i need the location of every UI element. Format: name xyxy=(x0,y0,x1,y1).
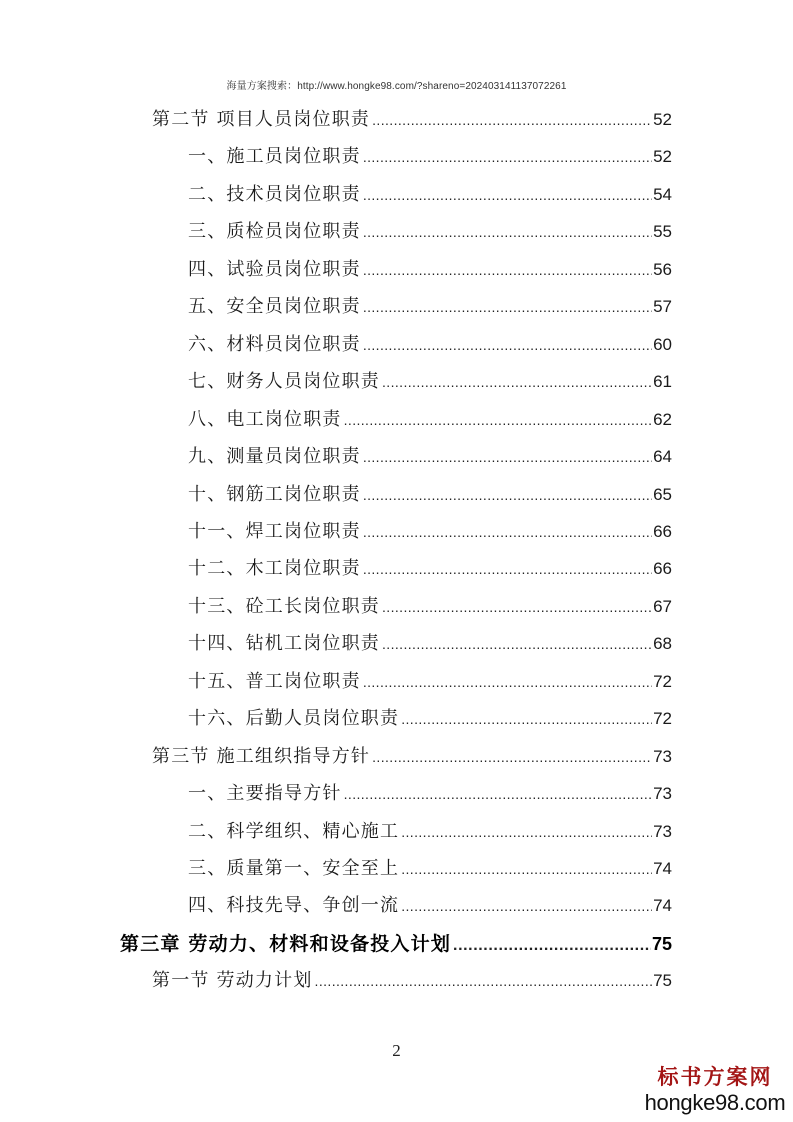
toc-entry-label: 第二节 项目人员岗位职责 xyxy=(152,109,371,130)
toc-dot-leader xyxy=(363,520,652,544)
toc-dot-leader xyxy=(363,333,652,357)
toc-entry-page-number: 74 xyxy=(653,896,672,916)
toc-entry-section[interactable] xyxy=(152,969,672,993)
header-search-url: 海量方案搜索：http://www.hongke98.com/?shareno=20240314113707226​1 xyxy=(226,81,567,92)
toc-entry-label: 一、主要指导方针 xyxy=(188,783,342,805)
toc-dot-leader xyxy=(363,670,652,694)
toc-entry-page-number: 54 xyxy=(653,184,672,204)
toc-entry-page-number: 64 xyxy=(653,447,672,467)
toc-entry-item[interactable] xyxy=(188,258,672,282)
toc-dot-leader xyxy=(344,782,652,806)
toc-entry-page-number: 56 xyxy=(653,259,672,279)
toc-entry-page-number: 73 xyxy=(653,746,672,766)
toc-entry-page-number: 60 xyxy=(653,334,672,354)
toc-dot-leader xyxy=(453,934,651,958)
toc-dot-leader xyxy=(363,258,652,282)
toc-dot-leader xyxy=(401,820,652,844)
toc-entry-item[interactable] xyxy=(188,595,672,619)
toc-dot-leader xyxy=(363,295,652,319)
toc-entry-item[interactable] xyxy=(188,857,672,881)
toc-entry-item[interactable] xyxy=(188,408,672,432)
toc-entry-item[interactable] xyxy=(188,782,672,806)
toc-entry-item[interactable] xyxy=(188,557,672,581)
toc-dot-leader xyxy=(363,220,652,244)
toc-entry-item[interactable] xyxy=(188,632,672,656)
toc-entry-item[interactable] xyxy=(188,483,672,507)
toc-entry-label: 十三、砼工长岗位职责 xyxy=(188,595,380,617)
toc-entry-page-number: 52 xyxy=(653,147,672,167)
toc-dot-leader xyxy=(363,557,652,581)
toc-entry-label: 第一节 劳动力计划 xyxy=(152,970,313,992)
toc-entry-item[interactable] xyxy=(188,220,672,244)
toc-entry-item[interactable] xyxy=(188,445,672,469)
toc-entry-chapter[interactable] xyxy=(120,932,672,956)
toc-dot-leader xyxy=(372,745,652,769)
toc-dot-leader xyxy=(363,445,652,469)
toc-entry-label: 第三节 施工组织指导方针 xyxy=(152,745,371,767)
toc-entry-item[interactable] xyxy=(188,670,672,694)
toc-entry-label: 五、安全员岗位职责 xyxy=(188,296,361,318)
toc-dot-leader xyxy=(382,370,652,394)
toc-entry-page-number: 72 xyxy=(653,709,672,729)
toc-entry-page-number: 68 xyxy=(653,634,672,654)
toc-entry-label: 十、钢筋工岗位职责 xyxy=(188,483,361,505)
toc-entry-item[interactable] xyxy=(188,707,672,731)
toc-entry-label: 十一、焊工岗位职责 xyxy=(188,520,361,542)
toc-entry-label: 三、质检员岗位职责 xyxy=(188,221,361,243)
toc-dot-leader xyxy=(382,595,652,619)
toc-entry-page-number: 62 xyxy=(653,409,672,429)
toc-entry-section[interactable] xyxy=(152,108,672,132)
toc-entry-label: 八、电工岗位职责 xyxy=(188,408,342,430)
toc-entry-item[interactable] xyxy=(188,520,672,544)
toc-entry-page-number: 75 xyxy=(651,933,672,954)
toc-entry-item[interactable] xyxy=(188,894,672,918)
watermark-title: 标书方案网 xyxy=(657,1064,773,1089)
toc-entry-page-number: 52 xyxy=(653,110,672,129)
toc-entry-page-number: 73 xyxy=(653,784,672,804)
toc-entry-item[interactable] xyxy=(188,145,672,169)
toc-dot-leader xyxy=(363,145,652,169)
toc-dot-leader xyxy=(344,408,652,432)
watermark-domain: hongke98.com xyxy=(644,1090,786,1115)
toc-entry-label: 十四、钻机工岗位职责 xyxy=(188,633,380,655)
toc-entry-label: 第三章 劳动力、材料和设备投入计划 xyxy=(120,932,452,955)
toc-entry-page-number: 55 xyxy=(653,222,672,242)
toc-entry-page-number: 73 xyxy=(653,821,672,841)
toc-entry-page-number: 66 xyxy=(653,521,672,541)
toc-entry-label: 三、质量第一、安全至上 xyxy=(188,858,400,879)
toc-entry-page-number: 67 xyxy=(653,596,672,616)
toc-dot-leader xyxy=(382,632,652,656)
toc-entry-page-number: 74 xyxy=(653,859,672,878)
toc-entry-item[interactable] xyxy=(188,295,672,319)
toc-dot-leader xyxy=(363,183,652,207)
toc-entry-page-number: 65 xyxy=(653,484,672,504)
toc-entry-label: 一、施工员岗位职责 xyxy=(188,146,361,168)
toc-entry-page-number: 61 xyxy=(653,372,672,392)
toc-dot-leader xyxy=(401,857,652,881)
toc-entry-label: 六、材料员岗位职责 xyxy=(188,333,361,355)
toc-dot-leader xyxy=(401,707,652,731)
toc-entry-page-number: 75 xyxy=(653,971,672,991)
toc-entry-label: 九、测量员岗位职责 xyxy=(188,446,361,468)
toc-dot-leader xyxy=(401,894,652,918)
toc-entry-page-number: 72 xyxy=(653,671,672,691)
toc-entry-item[interactable] xyxy=(188,333,672,357)
toc-dot-leader xyxy=(315,969,653,993)
toc-entry-page-number: 57 xyxy=(653,297,672,317)
toc-entry-item[interactable] xyxy=(188,370,672,394)
toc-entry-label: 七、财务人员岗位职责 xyxy=(188,371,380,393)
toc-dot-leader xyxy=(363,483,652,507)
toc-dot-leader xyxy=(372,108,652,132)
toc-entry-label: 四、科技先导、争创一流 xyxy=(188,895,400,917)
toc-entry-label: 十五、普工岗位职责 xyxy=(188,670,361,692)
page-number: 2 xyxy=(392,1041,401,1060)
toc-entry-label: 十六、后勤人员岗位职责 xyxy=(188,708,400,730)
toc-entry-label: 二、科学组织、精心施工 xyxy=(188,820,400,842)
toc-entry-label: 四、试验员岗位职责 xyxy=(188,258,361,280)
toc-entry-label: 二、技术员岗位职责 xyxy=(188,183,361,205)
toc-entry-label: 十二、木工岗位职责 xyxy=(188,558,361,580)
toc-entry-page-number: 66 xyxy=(653,559,672,579)
toc-entry-section[interactable] xyxy=(152,745,672,769)
toc-entry-item[interactable] xyxy=(188,820,672,844)
watermark-logo xyxy=(640,1064,790,1116)
toc-entry-item[interactable] xyxy=(188,183,672,207)
